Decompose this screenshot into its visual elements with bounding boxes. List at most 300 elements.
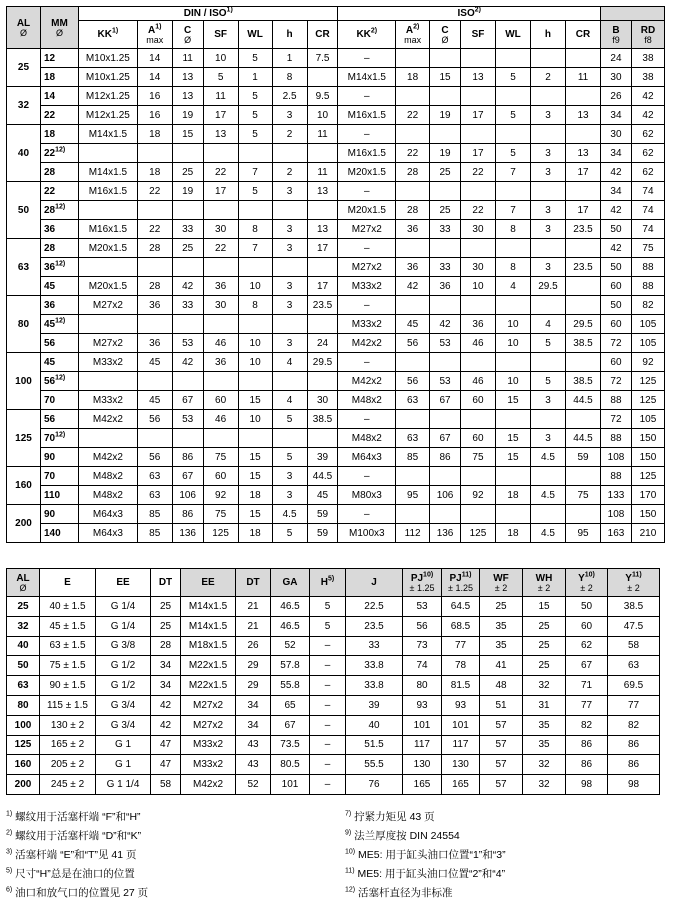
iso-cell: 63 <box>396 429 430 448</box>
iso-cell <box>530 296 565 315</box>
table2-col-14-sup: 11) <box>631 571 642 579</box>
din-cell: 5 <box>238 182 272 201</box>
iso-cell: 95 <box>396 486 430 505</box>
din-cell: 29.5 <box>307 353 338 372</box>
din-cell: 36 <box>137 334 172 353</box>
table2-cell: – <box>310 755 346 775</box>
table2-cell: M42x2 <box>181 775 236 795</box>
al-cell: 125 <box>7 410 41 467</box>
iso-cell <box>565 277 600 296</box>
iso-cell: M42x2 <box>338 372 396 391</box>
iso-cell: 25 <box>430 163 461 182</box>
iso-cell: 4.5 <box>530 448 565 467</box>
din-cell: 106 <box>172 486 203 505</box>
iso-col-0-label: KK <box>356 29 371 40</box>
rd-cell: 74 <box>631 201 664 220</box>
mm-value: 56 <box>43 375 56 387</box>
iso-cell: – <box>338 505 396 524</box>
al-sub: Ø <box>19 27 27 38</box>
b-cell: 42 <box>601 239 632 258</box>
din-cell: 19 <box>172 106 203 125</box>
din-col-2 <box>172 21 203 49</box>
iso-col-1-label: A <box>405 24 414 36</box>
table2-cell: 165 ± 2 <box>40 735 96 755</box>
iso-cell: – <box>338 182 396 201</box>
table2-col-5-label: DT <box>246 577 260 588</box>
table2-cell: 48 <box>480 676 523 696</box>
din-col-0 <box>79 21 138 49</box>
table2-cell: 130 ± 2 <box>40 715 96 735</box>
b-cell: 88 <box>601 391 632 410</box>
rd-cell: 42 <box>631 87 664 106</box>
din-cell: M33x2 <box>79 353 138 372</box>
iso-cell <box>430 467 461 486</box>
din-cell <box>79 429 138 448</box>
iso-cell: 4.5 <box>530 524 565 543</box>
table2-cell: 52 <box>236 775 271 795</box>
col-b <box>601 21 632 49</box>
mm-cell <box>40 505 78 524</box>
din-cell: 3 <box>272 220 307 239</box>
table2-cell: 160 <box>7 755 40 775</box>
iso-cell: – <box>338 239 396 258</box>
table2-cell: G 1/4 <box>96 616 151 636</box>
table-row <box>7 239 665 258</box>
table2-cell: 29 <box>236 656 271 676</box>
table2-cell: 200 <box>7 775 40 795</box>
table2-cell: 82 <box>608 715 660 735</box>
b-cell: 163 <box>601 524 632 543</box>
table2-cell: G 1/2 <box>96 676 151 696</box>
iso-cell: – <box>338 296 396 315</box>
table-row <box>7 410 665 429</box>
table2-col-13 <box>566 569 608 597</box>
footnote-number: 11) <box>345 867 355 875</box>
din-cell <box>172 315 203 334</box>
table2-cell: 165 <box>442 775 480 795</box>
din-cell: 63 <box>137 467 172 486</box>
table2-col-11-label: WF <box>493 572 509 584</box>
al-cell: 100 <box>7 353 41 410</box>
table2-cell: 63 ± 1.5 <box>40 636 96 656</box>
iso-cell: M33x2 <box>338 315 396 334</box>
din-cell: 2.5 <box>272 87 307 106</box>
mm-sub: Ø <box>56 27 64 38</box>
table2-cell: 125 <box>7 735 40 755</box>
din-cell: 13 <box>172 87 203 106</box>
iso-cell: 75 <box>460 448 495 467</box>
din-cell <box>272 201 307 220</box>
table2-cell: 80 <box>7 695 40 715</box>
iso-cell <box>530 467 565 486</box>
din-col-1-label: A <box>147 24 156 36</box>
table2-cell: 58 <box>151 775 181 795</box>
iso-cell: 3 <box>530 391 565 410</box>
table2-cell: 69.5 <box>608 676 660 696</box>
iso-cell: 30 <box>460 220 495 239</box>
mm-sup: 12) <box>55 374 66 382</box>
table2-cell: 56 <box>403 616 442 636</box>
din-cell: 44.5 <box>307 467 338 486</box>
din-cell <box>79 372 138 391</box>
iso-col-3-label: SF <box>471 29 485 40</box>
din-cell: M14x1.5 <box>79 125 138 144</box>
table2-cell: 80.5 <box>271 755 310 775</box>
table2-cell: 57 <box>480 775 523 795</box>
din-cell: 5 <box>238 49 272 68</box>
table2-cell: 50 <box>566 597 608 617</box>
table2-cell: G 3/4 <box>96 695 151 715</box>
table2-cell: 23.5 <box>346 616 403 636</box>
din-cell: 25 <box>172 239 203 258</box>
iso-cell: 28 <box>396 201 430 220</box>
din-cell: 3 <box>272 277 307 296</box>
table2-cell: 86 <box>608 735 660 755</box>
din-cell: 46 <box>203 334 238 353</box>
dimensions-table-ports <box>6 568 660 795</box>
din-cell: 17 <box>203 106 238 125</box>
table-row <box>7 372 665 391</box>
iso-cell <box>530 410 565 429</box>
din-cell: 13 <box>203 125 238 144</box>
table2-cell: 115 ± 1.5 <box>40 695 96 715</box>
table2-col-6-label: GA <box>282 577 298 588</box>
iso-cell: 2 <box>530 68 565 87</box>
din-cell: M33x2 <box>79 391 138 410</box>
table-row <box>7 775 660 795</box>
iso-cell: – <box>338 467 396 486</box>
al-cell: 40 <box>7 125 41 182</box>
table2-cell: 25 <box>523 616 566 636</box>
table-row <box>7 448 665 467</box>
b-cell: 42 <box>601 201 632 220</box>
iso-cell: 33 <box>430 258 461 277</box>
rd-cell: 105 <box>631 334 664 353</box>
iso-cell <box>530 182 565 201</box>
footnote-number: 12) <box>345 886 356 894</box>
table-row <box>7 735 660 755</box>
iso-cell: 15 <box>495 448 530 467</box>
din-cell: 10 <box>238 353 272 372</box>
rd-cell: 210 <box>631 524 664 543</box>
din-cell <box>203 315 238 334</box>
iso-cell: 53 <box>430 334 461 353</box>
mm-cell <box>40 277 78 296</box>
table-row <box>7 755 660 775</box>
iso-cell: 5 <box>495 106 530 125</box>
iso-cell: 46 <box>460 372 495 391</box>
table-row <box>7 49 665 68</box>
table-row <box>7 68 665 87</box>
din-cell <box>272 258 307 277</box>
table2-cell: 34 <box>236 695 271 715</box>
din-cell: 11 <box>307 125 338 144</box>
footnote-number: 10) <box>345 848 356 856</box>
din-cell <box>307 201 338 220</box>
din-cell <box>79 144 138 163</box>
din-cell: 33 <box>172 220 203 239</box>
mm-value: 36 <box>43 299 56 311</box>
table2-col-14-label: Y <box>625 572 632 584</box>
iso-cell: – <box>338 353 396 372</box>
table2-cell: 74 <box>403 656 442 676</box>
table2-cell: 57 <box>480 755 523 775</box>
din-cell: 4.5 <box>272 505 307 524</box>
din-cell: 36 <box>137 296 172 315</box>
b-cell: 30 <box>601 125 632 144</box>
din-cell <box>307 258 338 277</box>
din-cell: 42 <box>172 353 203 372</box>
din-cell: 45 <box>307 486 338 505</box>
din-cell: 56 <box>137 448 172 467</box>
din-cell: 5 <box>238 125 272 144</box>
din-cell: 16 <box>137 106 172 125</box>
iso-cell: 3 <box>530 163 565 182</box>
footnote-number: 6) <box>6 886 13 894</box>
b-cell: 34 <box>601 182 632 201</box>
din-cell: 10 <box>238 334 272 353</box>
iso-cell: 30 <box>460 258 495 277</box>
iso-cell: 17 <box>565 163 600 182</box>
footnotes-right <box>345 808 506 903</box>
din-col-0-sup: 1) <box>111 27 119 35</box>
din-cell: M16x1.5 <box>79 220 138 239</box>
din-cell: 59 <box>307 505 338 524</box>
din-cell: 10 <box>307 106 338 125</box>
iso-col-0 <box>338 21 396 49</box>
din-cell: 125 <box>203 524 238 543</box>
iso-cell: 15 <box>495 429 530 448</box>
table2-cell: 80 <box>403 676 442 696</box>
table-row <box>7 220 665 239</box>
din-cell: 17 <box>307 239 338 258</box>
iso-cell: – <box>338 410 396 429</box>
mm-cell <box>40 372 78 391</box>
din-cell: M64x3 <box>79 505 138 524</box>
iso-cell: 18 <box>396 68 430 87</box>
mm-sup: 12) <box>55 431 66 439</box>
rd-cell: 62 <box>631 163 664 182</box>
iso-cell: 36 <box>396 258 430 277</box>
table2-col-9-sub: ± 1.25 <box>409 582 435 593</box>
table-row <box>7 334 665 353</box>
iso-cell: 112 <box>396 524 430 543</box>
din-cell: 75 <box>203 448 238 467</box>
iso-col-5 <box>530 21 565 49</box>
al-label: AL <box>16 17 31 29</box>
mm-value: 28 <box>43 242 56 254</box>
b-cell: 133 <box>601 486 632 505</box>
footnote <box>345 846 506 865</box>
din-cell: M12x1.25 <box>79 87 138 106</box>
iso-cell: M100x3 <box>338 524 396 543</box>
din-cell: 56 <box>137 410 172 429</box>
din-cell: 24 <box>307 334 338 353</box>
iso-cell: 125 <box>460 524 495 543</box>
table2-cell: – <box>310 715 346 735</box>
table2-cell: 81.5 <box>442 676 480 696</box>
footnote-text: 螺纹用于活塞杆端 “D”和“K” <box>15 830 142 842</box>
din-cell: M20x1.5 <box>79 239 138 258</box>
din-cell: 10 <box>203 49 238 68</box>
col-rd <box>631 21 664 49</box>
iso-cell: 19 <box>430 106 461 125</box>
iso-cell: M48x2 <box>338 391 396 410</box>
iso-cell: M27x2 <box>338 258 396 277</box>
iso-cell: 4 <box>530 315 565 334</box>
iso-col-6 <box>565 21 600 49</box>
din-cell: 9.5 <box>307 87 338 106</box>
table2-cell: 73 <box>403 636 442 656</box>
rd-cell: 75 <box>631 239 664 258</box>
iso-cell: 4 <box>495 277 530 296</box>
iso-cell: 56 <box>396 334 430 353</box>
din-cell <box>203 144 238 163</box>
mm-label: MM <box>51 17 68 29</box>
table2-col-1-label: E <box>64 577 71 588</box>
table2-cell: 75 ± 1.5 <box>40 656 96 676</box>
col-al <box>7 7 41 49</box>
din-cell <box>172 258 203 277</box>
iso-cell: M48x2 <box>338 429 396 448</box>
table2-cell: 34 <box>236 715 271 735</box>
table2-cell: 55.5 <box>346 755 403 775</box>
table2-cell: 5 <box>310 616 346 636</box>
table2-cell: 52 <box>271 636 310 656</box>
footnote-number: 2) <box>6 829 13 837</box>
table2-cell: 130 <box>442 755 480 775</box>
table2-cell: 117 <box>403 735 442 755</box>
table2-col-10-label: PJ <box>449 572 462 584</box>
table2-cell: 67 <box>566 656 608 676</box>
iso-cell <box>430 296 461 315</box>
din-cell: M20x1.5 <box>79 277 138 296</box>
iso-cell: 10 <box>495 334 530 353</box>
din-cell: 18 <box>238 524 272 543</box>
din-cell: 4 <box>272 391 307 410</box>
table2-col-12-sub: ± 2 <box>537 582 551 593</box>
iso-col-6-label: CR <box>575 29 591 40</box>
footnote-number: 7) <box>345 810 352 818</box>
iso-cell <box>565 182 600 201</box>
din-cell <box>307 372 338 391</box>
din-cell: 2 <box>272 125 307 144</box>
iso-cell <box>430 182 461 201</box>
footnote <box>6 884 148 903</box>
mm-value: 28 <box>43 166 56 178</box>
table2-cell: M22x1.5 <box>181 676 236 696</box>
table2-cell: 93 <box>442 695 480 715</box>
b-cell: 72 <box>601 372 632 391</box>
iso-col-1-sub: max <box>404 34 422 45</box>
iso-cell: 38.5 <box>565 334 600 353</box>
din-cell: 36 <box>203 353 238 372</box>
iso-cell <box>530 87 565 106</box>
table2-cell: 42 <box>151 715 181 735</box>
iso-cell <box>430 353 461 372</box>
iso-cell: M33x2 <box>338 277 396 296</box>
table-row <box>7 125 665 144</box>
iso-cell <box>460 182 495 201</box>
din-cell: 30 <box>203 296 238 315</box>
din-cell: 11 <box>203 87 238 106</box>
iso-cell <box>460 49 495 68</box>
table2-cell: 25 <box>151 597 181 617</box>
table2-cell: 42 <box>151 695 181 715</box>
iso-cell: 22 <box>460 163 495 182</box>
iso-cell <box>565 49 600 68</box>
din-cell <box>137 429 172 448</box>
mm-value: 28 <box>43 204 56 216</box>
table2-cell: 29 <box>236 676 271 696</box>
table2-cell: 78 <box>442 656 480 676</box>
mm-sup: 12) <box>55 317 66 325</box>
table2-cell: 5 <box>310 597 346 617</box>
din-cell: 8 <box>238 296 272 315</box>
din-title: DIN / ISO <box>183 8 227 19</box>
iso-cell <box>495 182 530 201</box>
table2-col-8-label: J <box>371 577 377 588</box>
table2-cell: 86 <box>566 735 608 755</box>
iso-cell <box>495 87 530 106</box>
din-cell: 42 <box>172 277 203 296</box>
table2-cell: 51 <box>480 695 523 715</box>
footnote-number: 3) <box>6 848 13 856</box>
din-cell: M48x2 <box>79 467 138 486</box>
iso-cell <box>565 410 600 429</box>
din-col-4 <box>238 21 272 49</box>
iso-cell: 5 <box>530 334 565 353</box>
table2-cell: 35 <box>523 735 566 755</box>
b-cell: 60 <box>601 277 632 296</box>
table2-cell: 35 <box>523 715 566 735</box>
table2-cell: 34 <box>151 656 181 676</box>
iso-cell: 23.5 <box>565 258 600 277</box>
table2-cell: 47 <box>151 735 181 755</box>
iso-col-3 <box>460 21 495 49</box>
rd-cell: 82 <box>631 296 664 315</box>
iso-cell: 45 <box>396 315 430 334</box>
iso-cell: 11 <box>565 68 600 87</box>
din-cell: 36 <box>203 277 238 296</box>
din-cell: 2 <box>272 163 307 182</box>
iso-cell: 5 <box>495 68 530 87</box>
iso-cell: 25 <box>430 201 461 220</box>
table2-cell: 46.5 <box>271 616 310 636</box>
iso-cell: 10 <box>495 372 530 391</box>
footnote <box>345 808 506 827</box>
din-cell: 15 <box>238 505 272 524</box>
din-cell: 30 <box>307 391 338 410</box>
al-cell: 200 <box>7 505 41 543</box>
table2-cell: 40 ± 1.5 <box>40 597 96 617</box>
table2-cell: – <box>310 735 346 755</box>
footnote-text: 油口和放气口的位置见 27 页 <box>15 887 149 899</box>
table2-col-2 <box>96 569 151 597</box>
al-cell: 80 <box>7 296 41 353</box>
table2-cell: 32 <box>7 616 40 636</box>
b-cell: 50 <box>601 220 632 239</box>
mm-value: 18 <box>43 128 56 140</box>
table2-cell: 26 <box>236 636 271 656</box>
din-cell: 17 <box>307 277 338 296</box>
b-cell: 108 <box>601 505 632 524</box>
iso-cell: 67 <box>430 429 461 448</box>
iso-cell: M27x2 <box>338 220 396 239</box>
table2-col-7-sup: 5) <box>328 575 335 583</box>
din-cell: 3 <box>272 106 307 125</box>
iso-cell: 28 <box>396 163 430 182</box>
